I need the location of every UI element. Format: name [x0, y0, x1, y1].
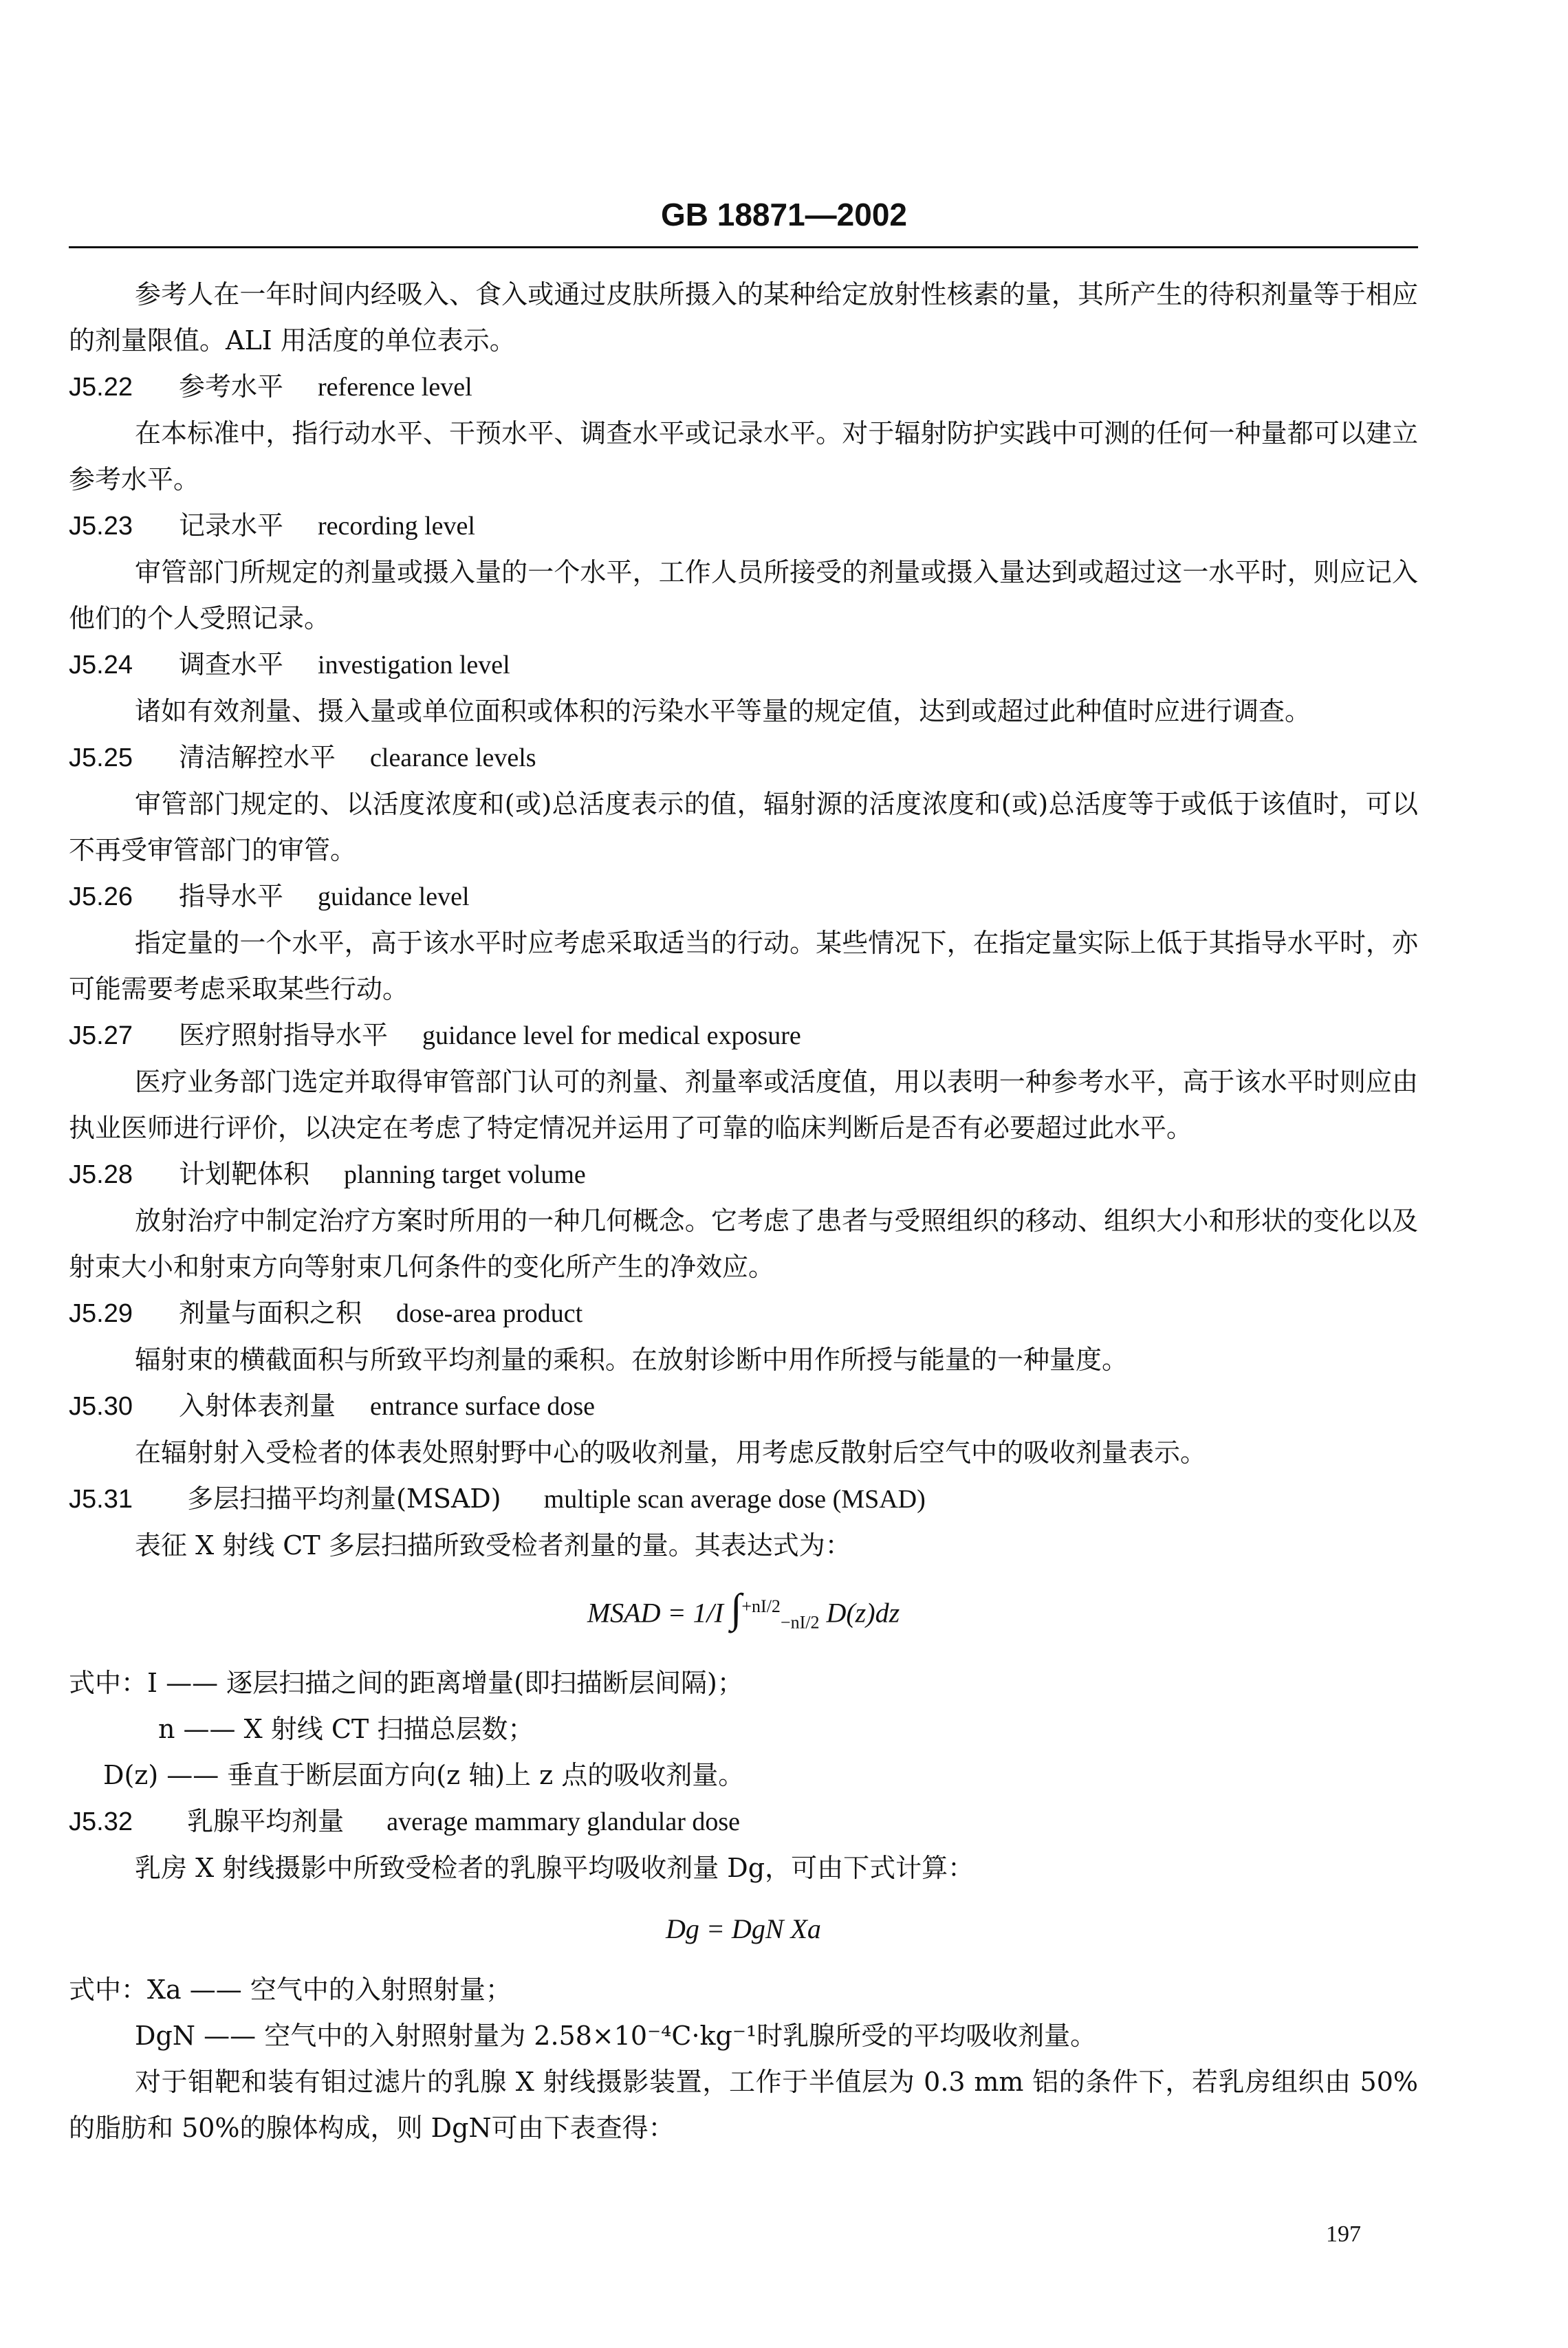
term-definition: 在辐射射入受检者的体表处照射野中心的吸收剂量，用考虑反散射后空气中的吸收剂量表示。 — [135, 1437, 1207, 1468]
header-rule — [69, 246, 1418, 248]
formula-lower-limit: −nI/2 — [780, 1612, 820, 1633]
where-line: 式中：Xa —— 空气中的入射照射量； — [69, 1975, 512, 2005]
term-chinese: 指导水平 — [179, 881, 284, 911]
term-chinese: 记录水平 — [179, 510, 284, 541]
term-definition: 指定量的一个水平，高于该水平时应考虑采取适当的行动。某些情况下，在指定量实际上低于其指导水平时，亦可能需要考虑采取某些行动。 — [69, 928, 1418, 1004]
dg-formula: Dg = DgN Xa — [666, 1913, 821, 1945]
formula-body: D(z)dz — [826, 1597, 900, 1629]
term-english: reference level — [318, 373, 472, 402]
term-heading — [69, 1798, 1418, 1845]
term-chinese: 医疗照射指导水平 — [179, 1020, 389, 1050]
term-chinese: 剂量与面积之积 — [179, 1298, 362, 1328]
term-heading — [69, 1151, 1418, 1198]
term-english: guidance level — [318, 882, 470, 911]
term-heading — [69, 1290, 1418, 1337]
term-definition: 在本标准中，指行动水平、干预水平、调查水平或记录水平。对于辐射防护实践中可测的任何一种量都可以建立参考水平。 — [69, 418, 1418, 494]
term-definition: 乳房 X 射线摄影中所致受检者的乳腺平均吸收剂量 Dg，可由下式计算： — [135, 1853, 974, 1884]
term-number: J5.23 — [69, 512, 133, 541]
term-definition: 放射治疗中制定治疗方案时所用的一种几何概念。它考虑了患者与受照组织的移动、组织大小和形状的变化以及射束大小和射束方向等射束几何条件的变化所产生的净效应。 — [69, 1206, 1418, 1282]
term-heading — [69, 1012, 1418, 1059]
term-heading — [69, 735, 1418, 781]
document-body — [69, 272, 1418, 2151]
formula-fraction: 1/I — [693, 1597, 723, 1629]
document-header: GB 18871—2002 — [660, 197, 908, 232]
integral-sign: ∫ — [730, 1585, 742, 1631]
term-heading — [69, 1383, 1418, 1430]
term-number: J5.27 — [69, 1021, 133, 1050]
formula-upper-limit: +nI/2 — [741, 1596, 781, 1616]
term-definition: 审管部门规定的、以活度浓度和(或)总活度表示的值，辐射源的活度浓度和(或)总活度等于或低于该值时，可以不再受审管部门的审管。 — [69, 789, 1418, 865]
where-line: D(z) —— 垂直于断层面方向(z 轴)上 z 点的吸收剂量。 — [103, 1760, 745, 1791]
term-heading — [69, 364, 1418, 411]
term-definition: 表征 X 射线 CT 多层扫描所致受检者剂量的量。其表达式为： — [135, 1530, 851, 1561]
term-heading — [69, 503, 1418, 550]
term-number: J5.24 — [69, 651, 133, 680]
term-english: average mammary glandular dose — [386, 1807, 741, 1837]
intro-paragraph: 参考人在一年时间内经吸入、食入或通过皮肤所摄入的某种给定放射性核素的量，其所产生的待积剂量等于相应的剂量限值。ALI 用活度的单位表示。 — [69, 279, 1418, 356]
term-number: J5.30 — [69, 1392, 133, 1421]
term-number: J5.22 — [69, 373, 133, 402]
term-english: investigation level — [318, 651, 510, 680]
where-line: 式中：I —— 逐层扫描之间的距离增量(即扫描断层间隔)； — [69, 1668, 743, 1699]
term-chinese: 多层扫描平均剂量(MSAD) — [187, 1483, 501, 1514]
term-chinese: 乳腺平均剂量 — [187, 1806, 345, 1837]
term-chinese: 参考水平 — [179, 371, 284, 402]
term-chinese: 清洁解控水平 — [179, 742, 336, 772]
term-definition: 医疗业务部门选定并取得审管部门认可的剂量、剂量率或活度值，用以表明一种参考水平，高于该水平时则应由执业医师进行评价，以决定在考虑了特定情况并运用了可靠的临床判断后是否有必要超过此水平。 — [69, 1067, 1418, 1143]
term-english: multiple scan average dose (MSAD) — [543, 1485, 926, 1514]
term-definition: 审管部门所规定的剂量或摄入量的一个水平，工作人员所接受的剂量或摄入量达到或超过这一水平时，则应记入他们的个人受照记录。 — [69, 557, 1418, 633]
where-line: n —— X 射线 CT 扫描总层数； — [158, 1714, 534, 1745]
page-number: 197 — [1326, 2221, 1361, 2247]
term-english: recording level — [318, 512, 475, 541]
term-number: J5.26 — [69, 882, 133, 911]
term-english: guidance level for medical exposure — [422, 1021, 801, 1050]
term-heading — [69, 642, 1418, 688]
closing-paragraph: 对于钼靶和装有钼过滤片的乳腺 X 射线摄影装置，工作于半值层为 0.3 mm 铝的条件下，若乳房组织由 50%的脂肪和 50%的腺体构成，则 DgN可由下表查得： — [69, 2067, 1418, 2144]
term-number: J5.29 — [69, 1299, 133, 1328]
term-english: dose-area product — [396, 1299, 583, 1328]
term-number: J5.25 — [69, 743, 133, 772]
term-number: J5.28 — [69, 1160, 133, 1189]
term-heading — [69, 1476, 1418, 1523]
term-definition: 辐射束的横截面积与所致平均剂量的乘积。在放射诊断中用作所授与能量的一种量度。 — [135, 1345, 1129, 1375]
term-english: clearance levels — [370, 743, 536, 772]
msad-formula — [69, 1576, 1418, 1653]
term-english: entrance surface dose — [370, 1392, 596, 1421]
term-heading — [69, 873, 1418, 920]
term-number: J5.32 — [69, 1807, 133, 1837]
term-chinese: 调查水平 — [179, 649, 284, 680]
term-english: planning target volume — [344, 1160, 586, 1189]
term-definition: 诸如有效剂量、摄入量或单位面积或体积的污染水平等量的规定值，达到或超过此种值时应进行调查。 — [135, 696, 1311, 726]
formula-lhs: MSAD = — [587, 1597, 693, 1629]
term-chinese: 入射体表剂量 — [179, 1391, 336, 1421]
where-line: DgN —— 空气中的入射照射量为 2.58×10⁻⁴C·kg⁻¹时乳腺所受的平均吸收剂量。 — [135, 2021, 1097, 2052]
term-chinese: 计划靶体积 — [179, 1159, 310, 1189]
term-number: J5.31 — [69, 1485, 133, 1514]
terms-list — [69, 364, 1418, 1476]
